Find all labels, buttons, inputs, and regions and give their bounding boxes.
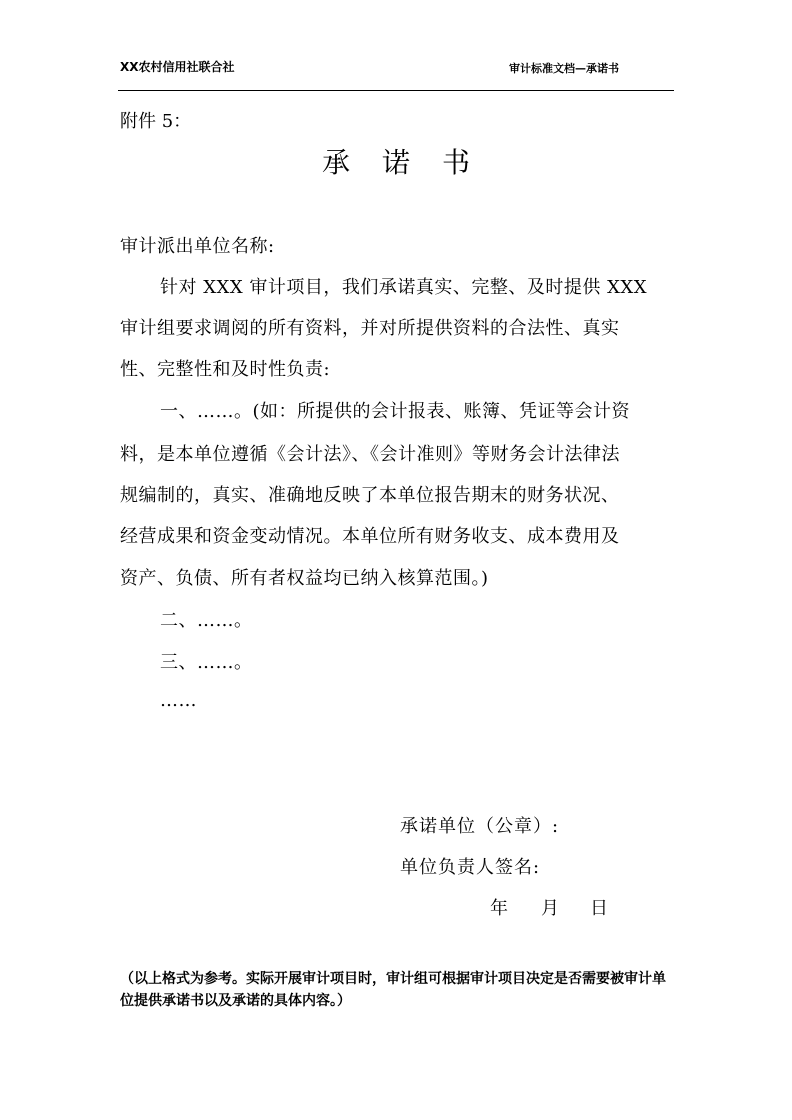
item1-line-5: 资产、负债、所有者权益均已纳入核算范围。) [120, 568, 489, 589]
date-line [0, 894, 792, 920]
ellipsis: …… [160, 690, 197, 711]
unit-name-label: 审计派出单位名称: [120, 236, 275, 257]
title-char-1: 承 [321, 146, 350, 179]
item1-line-4: 经营成果和资金变动情况。本单位所有财务收支、成本费用及 [120, 526, 620, 547]
title-char-3: 书 [442, 146, 471, 179]
intro-line-1: 针对 XXX 审计项目，我们承诺真实、完整、及时提供 XXX [160, 277, 648, 298]
attachment-label: 附件 5： [120, 111, 192, 132]
date-year: 年 [490, 898, 509, 919]
date-day: 日 [590, 898, 609, 919]
intro-line-2: 审计组要求调阅的所有资料，并对所提供资料的合法性、真实 [120, 318, 620, 339]
page-title [0, 141, 792, 181]
item3: 三、……。 [160, 652, 253, 673]
footnote: （以上格式为参考。实际开展审计项目时，审计组可根据审计项目决定是否需要被审计单位提供承诺书以及承诺的具体内容。） [120, 971, 666, 1009]
item1-line-1: 一、……。(如：所提供的会计报表、账簿、凭证等会计资 [160, 401, 631, 422]
header-divider [118, 90, 674, 91]
intro-line-3: 性、完整性和及时性负责: [120, 359, 331, 380]
item1-line-2: 料，是本单位遵循《会计法》、《会计准则》等财务会计法律法 [120, 444, 620, 465]
title-char-2: 诺 [381, 146, 410, 179]
header-org: XX农村信用社联合社 [120, 60, 235, 74]
header-doc-type: 审计标准文档—承诺书 [509, 62, 619, 75]
signer-label: 单位负责人签名: [400, 857, 541, 878]
item2: 二、……。 [160, 610, 253, 631]
item1-line-3: 规编制的，真实、准确地反映了本单位报告期末的财务状况、 [120, 485, 620, 506]
seal-label: 承诺单位（公章）: [400, 816, 560, 837]
date-month: 月 [541, 898, 560, 919]
